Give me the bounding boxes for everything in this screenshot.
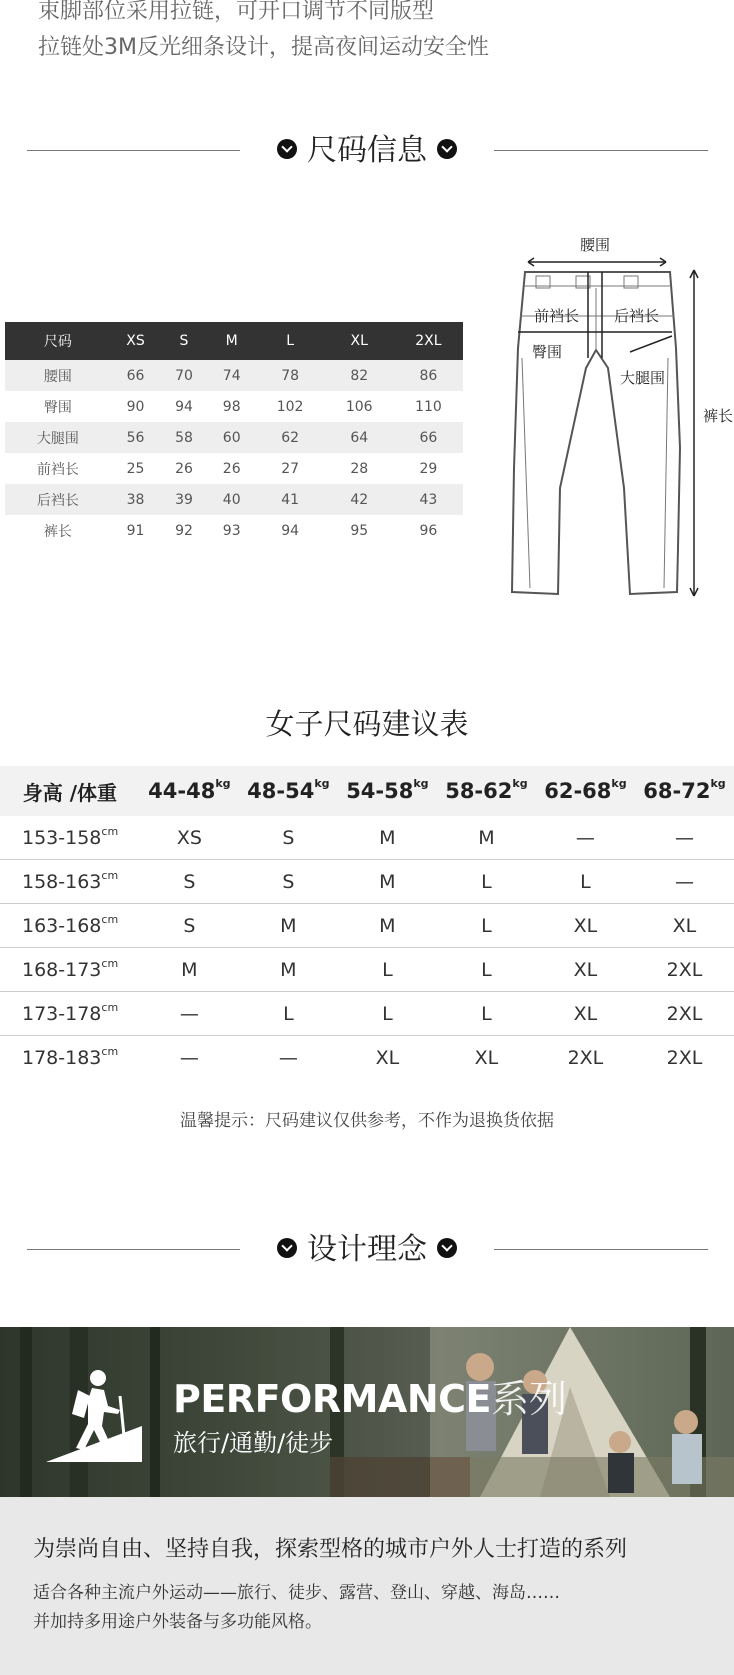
weight-unit: kg <box>413 777 429 790</box>
weight-unit: kg <box>512 777 528 790</box>
height-unit: cm <box>101 824 119 838</box>
size-cell: 90 <box>126 398 145 415</box>
women-col-header <box>140 766 239 816</box>
label-waist: 腰围 <box>580 236 611 254</box>
size-cell: 98 <box>222 398 241 415</box>
height-range-cell <box>0 860 140 904</box>
chevron-down-icon <box>437 139 457 159</box>
bottom-heading: 为崇尚自由、坚持自我，探索型格的城市户外人士打造的系列 <box>33 1537 628 1562</box>
size-suggestion-cell: M <box>338 816 437 860</box>
table-row <box>5 422 463 453</box>
size-cell: 40 <box>208 484 256 515</box>
size-suggestion-cell: M <box>338 860 437 904</box>
size-cell: 62 <box>256 422 325 453</box>
size-cell: 78 <box>256 360 325 391</box>
height-range-cell <box>0 992 140 1036</box>
banner-title-light: 系列 <box>490 1377 567 1421</box>
size-cell: 66 <box>394 422 463 453</box>
size-row-label: 后裆长 <box>5 484 111 515</box>
weight-unit: kg <box>710 777 726 790</box>
size-cell: 92 <box>175 522 193 539</box>
size-cell: 43 <box>394 484 463 515</box>
table-row <box>5 391 463 422</box>
size-row-label: 裤长 <box>43 523 72 540</box>
size-cell: 26 <box>175 460 193 477</box>
size-suggestion-cell: L <box>437 860 536 904</box>
height-unit: cm <box>101 956 119 970</box>
size-suggestion-cell: XL <box>536 992 635 1036</box>
size-suggestion-cell: S <box>239 860 338 904</box>
size-cell: 106 <box>345 398 373 415</box>
label-hip: 臀围 <box>532 343 563 361</box>
size-cell: 42 <box>325 484 394 515</box>
size-suggestion-cell: XL <box>474 1046 499 1069</box>
size-col-header: S <box>160 322 208 360</box>
size-suggestion-cell: M <box>239 904 338 948</box>
height-unit: cm <box>101 1044 119 1058</box>
women-col-header <box>536 766 635 816</box>
size-col-header: L <box>256 322 325 360</box>
height-range-cell <box>0 948 140 992</box>
size-row-label: 腰围 <box>5 360 111 391</box>
size-cell: 93 <box>222 522 241 539</box>
table-row <box>0 948 734 992</box>
size-suggestion-cell: L <box>437 948 536 992</box>
design-section-header <box>0 1225 734 1275</box>
women-header-text: 44-48 <box>148 779 216 803</box>
size-cell: 110 <box>415 398 442 415</box>
size-suggestion-cell: L <box>338 992 437 1036</box>
height-range: 178-183 <box>22 1046 102 1069</box>
size-row-label: 大腿围 <box>5 422 111 453</box>
size-suggestion-cell: — <box>278 1046 298 1069</box>
label-length: 裤长 <box>703 407 734 425</box>
size-table-header-row <box>5 322 463 360</box>
size-row-label: 臀围 <box>43 399 72 416</box>
size-suggestion-cell: L <box>239 992 338 1036</box>
height-unit: cm <box>101 1000 119 1014</box>
chevron-down-icon <box>437 1238 457 1258</box>
size-cell: 56 <box>111 422 160 453</box>
chevron-down-icon <box>277 1238 297 1258</box>
size-suggestion-cell: M <box>140 948 239 992</box>
size-suggestion-cell: — <box>635 860 734 904</box>
height-range: 158-163 <box>22 870 102 893</box>
label-back-rise: 后裆长 <box>614 307 660 325</box>
height-range-cell <box>0 816 140 860</box>
height-range: 168-173 <box>22 958 102 981</box>
women-header-text: 48-54 <box>247 779 315 803</box>
women-header-text: 54-58 <box>346 779 414 803</box>
table-row <box>5 484 463 515</box>
women-header-text: 身高 /体重 <box>22 780 118 805</box>
size-tip: 温馨提示：尺码建议仅供参考，不作为退换货依据 <box>180 1111 554 1131</box>
size-suggestion-cell: XL <box>536 904 635 948</box>
size-cell: 39 <box>160 484 208 515</box>
size-suggestion-cell: 2XL <box>666 1046 703 1069</box>
size-cell: 26 <box>222 460 241 477</box>
table-row <box>0 904 734 948</box>
height-range: 153-158 <box>22 826 102 849</box>
size-suggestion-cell: XL <box>375 1046 400 1069</box>
size-cell: 58 <box>160 422 208 453</box>
women-col-header <box>437 766 536 816</box>
label-thigh: 大腿围 <box>620 369 666 387</box>
size-cell: 41 <box>256 484 325 515</box>
size-suggestion-cell: — <box>635 816 734 860</box>
size-suggestion-cell: L <box>437 992 536 1036</box>
size-cell: 94 <box>281 522 300 539</box>
size-cell: 38 <box>111 484 160 515</box>
women-table-header-row <box>0 766 734 816</box>
hiker-icon <box>46 1368 142 1464</box>
table-row <box>5 515 463 546</box>
size-table <box>5 322 463 546</box>
table-row <box>0 816 734 860</box>
size-suggestion-cell: XL <box>536 948 635 992</box>
size-suggestion-cell: M <box>338 904 437 948</box>
size-cell: 25 <box>126 460 145 477</box>
size-suggestion-cell: L <box>338 948 437 992</box>
size-suggestion-cell: — <box>536 816 635 860</box>
banner-title <box>173 1368 567 1423</box>
height-range: 163-168 <box>22 914 102 937</box>
table-row <box>0 992 734 1036</box>
size-cell: 64 <box>325 422 394 453</box>
women-col-header <box>239 766 338 816</box>
height-range: 173-178 <box>22 1002 102 1025</box>
weight-unit: kg <box>611 777 627 790</box>
size-suggestion-cell: — <box>179 1046 199 1069</box>
design-section-title: 设计理念 <box>307 1232 427 1267</box>
size-cell: 94 <box>175 398 193 415</box>
women-col-header <box>635 766 734 816</box>
weight-unit: kg <box>215 777 231 790</box>
size-cell: 86 <box>394 360 463 391</box>
size-cell: 102 <box>276 398 304 415</box>
size-cell: 82 <box>325 360 394 391</box>
size-cell: 96 <box>419 522 438 539</box>
intro-line-2: 拉链处3M反光细条设计，提高夜间运动安全性 <box>38 35 489 60</box>
size-cell: 70 <box>160 360 208 391</box>
size-cell: 95 <box>350 522 369 539</box>
size-cell: 60 <box>208 422 256 453</box>
size-cell: 91 <box>126 522 145 539</box>
height-unit: cm <box>101 912 119 926</box>
women-header-text: 68-72 <box>643 779 711 803</box>
size-suggestion-cell: 2XL <box>635 948 734 992</box>
size-suggestion-cell: L <box>437 904 536 948</box>
size-row-label: 前裆长 <box>36 461 79 478</box>
height-range-cell <box>0 1036 140 1080</box>
size-col-header: XL <box>325 322 394 360</box>
size-suggestion-cell: XL <box>635 904 734 948</box>
size-suggestion-cell: M <box>239 948 338 992</box>
size-suggestion-cell: S <box>140 904 239 948</box>
height-unit: cm <box>101 868 119 882</box>
women-table-title: 女子尺码建议表 <box>265 707 469 741</box>
size-suggestion-cell: S <box>239 816 338 860</box>
pants-diagram <box>500 228 734 608</box>
size-section-header <box>0 126 734 176</box>
size-col-header: XS <box>111 322 160 360</box>
table-row <box>0 1036 734 1080</box>
size-cell: 66 <box>111 360 160 391</box>
size-cell: 74 <box>208 360 256 391</box>
size-col-header: 2XL <box>394 322 463 360</box>
size-suggestion-cell: M <box>437 816 536 860</box>
bottom-line-2: 并加持多用途户外装备与多功能风格。 <box>33 1612 322 1632</box>
size-suggestion-cell: — <box>140 992 239 1036</box>
size-suggestion-cell: S <box>140 860 239 904</box>
banner-subtitle: 旅行/通勤/徒步 <box>173 1429 334 1457</box>
size-suggestion-cell: XS <box>140 816 239 860</box>
bottom-line-1: 适合各种主流户外运动——旅行、徒步、露营、登山、穿越、海岛…… <box>33 1583 560 1603</box>
intro-line-1: 束脚部位采用拉链，可开口调节不同版型 <box>38 0 435 24</box>
size-suggestion-cell: 2XL <box>635 992 734 1036</box>
size-suggestion-cell: 2XL <box>567 1046 604 1069</box>
label-front-rise: 前裆长 <box>534 307 580 325</box>
table-row <box>5 453 463 484</box>
chevron-down-icon <box>277 139 297 159</box>
size-suggestion-cell: L <box>536 860 635 904</box>
size-section-title: 尺码信息 <box>307 133 427 168</box>
women-col-header <box>338 766 437 816</box>
women-header-text: 58-62 <box>445 779 513 803</box>
size-col-header: M <box>208 322 256 360</box>
banner-title-bold: PERFORMANCE <box>173 1377 491 1421</box>
size-cell: 28 <box>350 460 369 477</box>
size-cell: 27 <box>281 460 300 477</box>
table-row <box>5 360 463 391</box>
women-header-text: 62-68 <box>544 779 612 803</box>
size-col-header: 尺码 <box>5 322 111 360</box>
size-cell: 29 <box>419 460 438 477</box>
height-range-cell <box>0 904 140 948</box>
women-size-table <box>0 766 734 1079</box>
women-col-header <box>0 766 140 816</box>
weight-unit: kg <box>314 777 330 790</box>
table-row <box>0 860 734 904</box>
